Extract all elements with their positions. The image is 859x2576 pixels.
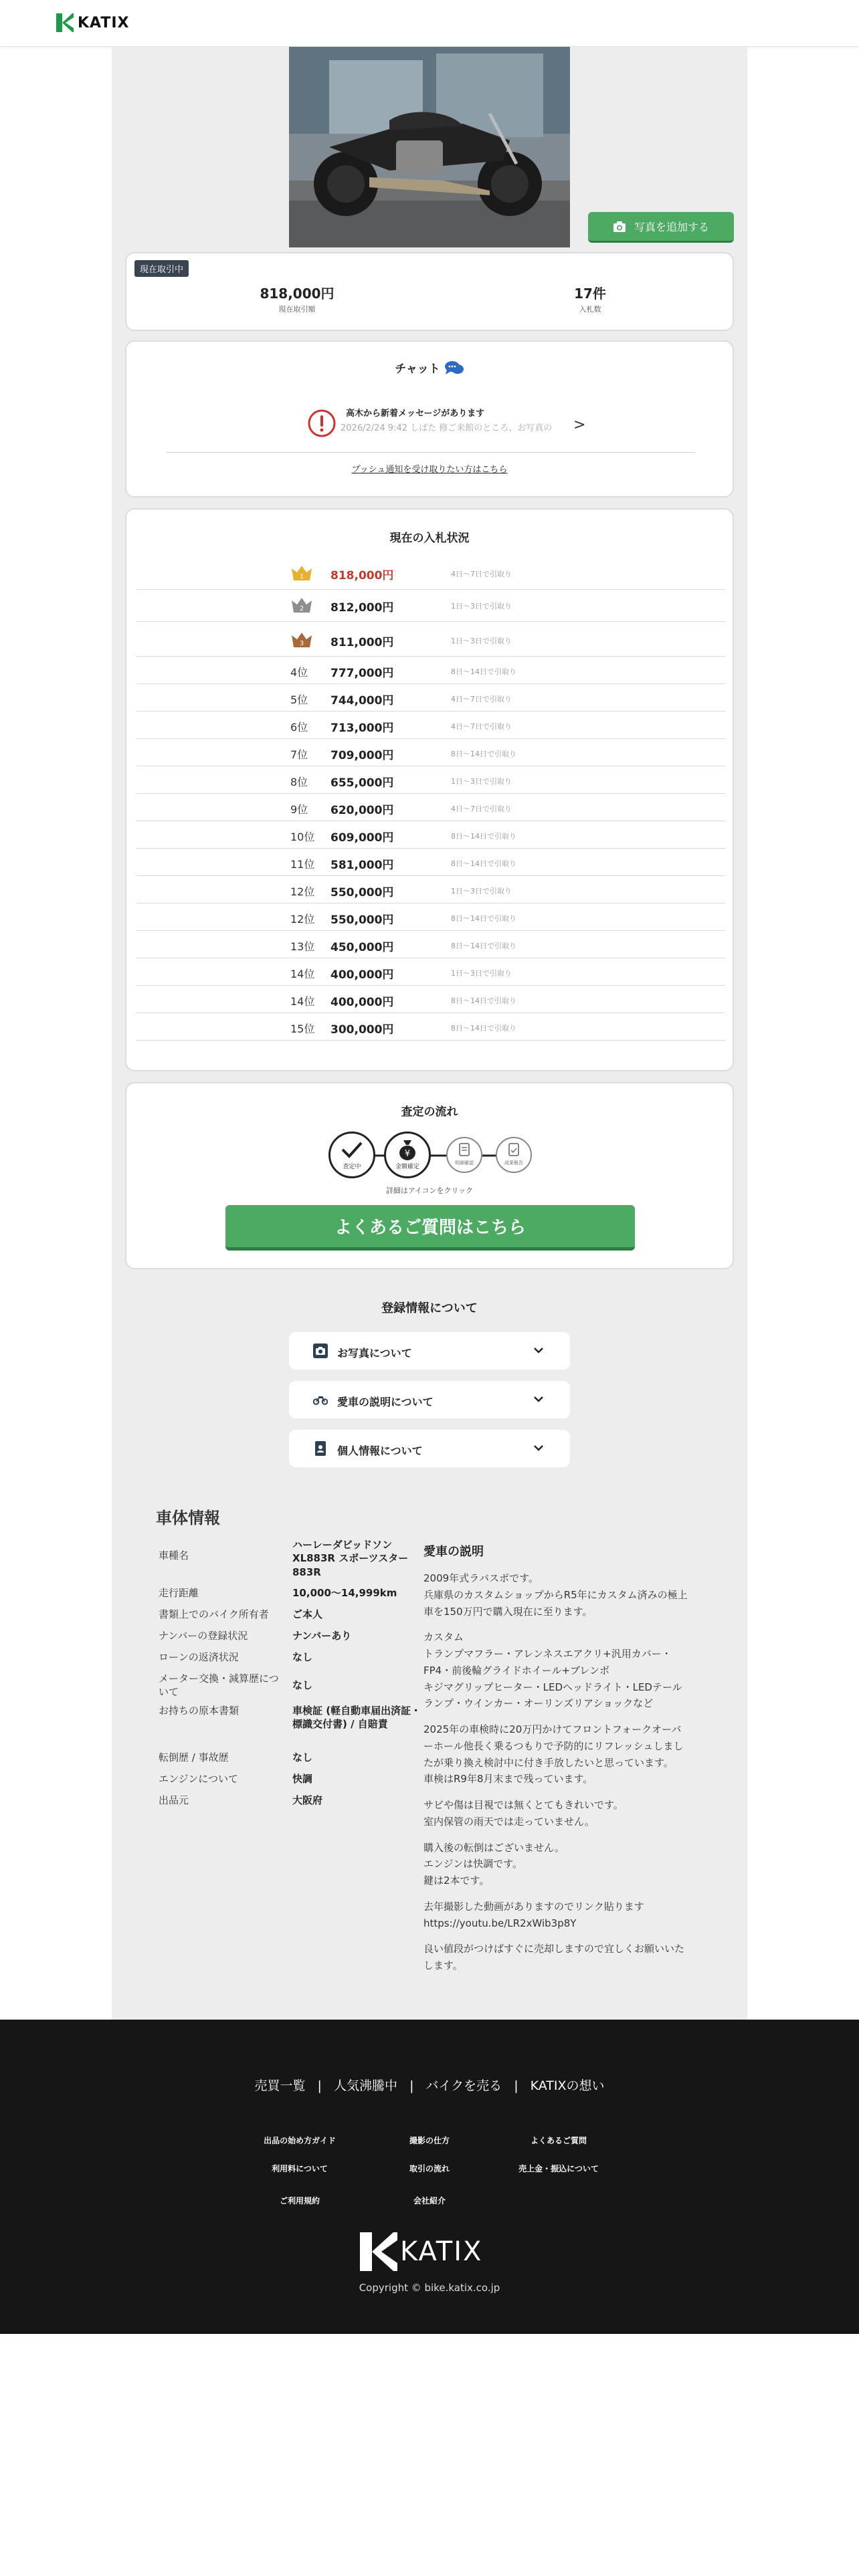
bid-pickup-timing: 4日〜7日で引取り — [451, 804, 512, 813]
chat-message[interactable] — [307, 405, 588, 445]
svg-text:3: 3 — [299, 640, 304, 647]
bid-row — [136, 766, 725, 794]
flow-step-price-fixed[interactable] — [384, 1132, 431, 1178]
bid-pickup-timing: 1日〜3日で引取り — [451, 637, 512, 645]
faq-button[interactable]: よくあるご質問はこちら — [225, 1205, 635, 1251]
bid-count-value: 17件 — [574, 286, 606, 302]
bid-rank: 11位 — [290, 858, 315, 871]
description-paragraph: サビや傷は目視では無くとてもきれいです。 室内保管の雨天では走っていません。 — [423, 1799, 624, 1828]
bid-pickup-timing: 1日〜3日で引取り — [451, 969, 512, 978]
logo-text: KATIX — [78, 14, 130, 31]
chevron-right-icon: > — [573, 417, 586, 433]
current-price-label: 現在取引額 — [278, 305, 316, 314]
description-title: 愛車の説明 — [423, 1545, 484, 1559]
crown-icon — [290, 564, 313, 582]
svg-text:1: 1 — [299, 573, 304, 580]
bid-pickup-timing: 1日〜3日で引取り — [451, 887, 512, 895]
bid-row — [136, 849, 725, 876]
bid-price: 818,000円 — [330, 569, 394, 582]
katix-logo[interactable] — [56, 13, 130, 32]
spec-label: 走行距離 — [159, 1587, 199, 1599]
registration-title: 登録情報について — [381, 1301, 478, 1315]
bid-pickup-timing: 4日〜7日で引取り — [451, 695, 512, 704]
footer-link-company[interactable]: 会社紹介 — [413, 2196, 446, 2206]
chat-bubble-icon — [444, 360, 464, 376]
bid-price: 777,000円 — [330, 667, 394, 680]
chat-title — [126, 359, 733, 376]
accordion-label: お写真について — [337, 1347, 412, 1360]
footer-link-terms[interactable]: ご利用規約 — [279, 2196, 320, 2206]
crown-icon — [290, 631, 313, 649]
accordion-label: 愛車の説明について — [337, 1396, 434, 1408]
footer-nav-market[interactable]: 売買一覧 — [254, 2078, 306, 2093]
bid-row — [136, 1013, 725, 1041]
bid-price: 812,000円 — [330, 601, 394, 615]
spec-label: 出品元 — [159, 1794, 189, 1806]
bid-pickup-timing: 8日〜14日で引取り — [451, 832, 516, 841]
bid-row — [136, 794, 725, 821]
flow-step-label: 明細確認 — [455, 1160, 474, 1166]
current-price-stat — [230, 283, 364, 314]
bid-row — [136, 986, 725, 1013]
bid-price: 655,000円 — [330, 776, 394, 790]
document-icon — [457, 1142, 472, 1157]
bid-count-label: 入札数 — [579, 305, 601, 314]
flow-step-label: 査定中 — [343, 1164, 361, 1170]
bid-rank: 4位 — [290, 666, 308, 679]
spec-value: ナンバーあり — [292, 1630, 352, 1642]
bid-price: 400,000円 — [330, 968, 394, 982]
bid-count-stat — [523, 283, 657, 314]
flow-hint: 詳細はアイコンをクリック — [385, 1186, 474, 1195]
spec-value: 車検証 (軽自動車届出済証・標識交付書) / 自賠責 — [292, 1705, 421, 1731]
footer-link-photo-guide[interactable]: 撮影の仕方 — [409, 2136, 450, 2145]
current-price-value: 818,000円 — [260, 286, 335, 302]
bid-row — [136, 958, 725, 986]
chat-title-text: チャット — [395, 362, 440, 376]
alert-icon — [307, 409, 337, 438]
spec-value: 10,000〜14,999km — [292, 1587, 397, 1599]
motorcycle-photo[interactable] — [289, 47, 570, 247]
chevron-down-icon — [531, 1343, 546, 1358]
spec-label: 車種名 — [159, 1549, 189, 1562]
footer-link-fees[interactable]: 利用料について — [272, 2164, 328, 2173]
bid-pickup-timing: 4日〜7日で引取り — [451, 722, 512, 731]
svg-text:2: 2 — [299, 605, 304, 613]
message-preview: 2026/2/24 9:42 しばた 修ご来館のところ、お写真の — [341, 423, 553, 433]
spec-value: ハーレーダビッドソン XL883R スポーツスター 883R — [292, 1539, 409, 1578]
bike-description — [423, 1570, 691, 1983]
appraisal-flow-card — [125, 1082, 734, 1269]
bid-row — [136, 588, 725, 622]
bid-pickup-timing: 8日〜14日で引取り — [451, 942, 516, 950]
footer-link-trade-flow[interactable]: 取引の流れ — [409, 2164, 450, 2173]
footer-logo[interactable] — [360, 2232, 500, 2271]
footer-link-payout[interactable]: 売上金・振込について — [518, 2164, 599, 2173]
report-icon — [506, 1142, 521, 1157]
footer-nav-about[interactable]: KATIXの想い — [530, 2078, 605, 2093]
chevron-down-icon — [531, 1440, 546, 1455]
footer-nav-separator: | — [514, 2078, 518, 2093]
bid-price: 713,000円 — [330, 722, 394, 735]
chat-card — [125, 340, 734, 498]
bid-rank: 5位 — [290, 693, 308, 706]
bids-title: 現在の入札状況 — [389, 532, 470, 545]
bid-price: 609,000円 — [330, 831, 394, 845]
footer-nav — [0, 2076, 859, 2094]
spec-label: ローンの返済状況 — [159, 1651, 239, 1663]
katix-logo-icon — [56, 13, 74, 32]
spec-label: メーター交換・減算歴について — [159, 1673, 279, 1699]
bid-rank: 13位 — [290, 940, 315, 953]
bid-price: 620,000円 — [330, 804, 394, 817]
bid-pickup-timing: 1日〜3日で引取り — [451, 777, 512, 786]
main-content — [112, 47, 747, 2020]
bid-rank: 6位 — [290, 721, 308, 734]
bid-pickup-timing: 8日〜14日で引取り — [451, 750, 516, 758]
flow-step-report[interactable] — [496, 1137, 532, 1173]
svg-text:¥: ¥ — [404, 1149, 411, 1159]
bid-price: 744,000円 — [330, 694, 394, 708]
bid-pickup-timing: 8日〜14日で引取り — [451, 859, 516, 868]
spec-value: 大阪府 — [292, 1794, 323, 1806]
spec-label: 転倒歴 / 事故歴 — [159, 1751, 229, 1763]
bid-row — [136, 931, 725, 958]
top-bar — [0, 0, 859, 47]
spec-label: ナンバーの登録状況 — [159, 1630, 248, 1642]
spec-value: なし — [292, 1751, 313, 1763]
copyright: Copyright © bike.katix.co.jp — [359, 2282, 500, 2294]
bid-row — [136, 657, 725, 684]
bid-rank: 9位 — [290, 803, 308, 816]
bid-pickup-timing: 8日〜14日で引取り — [451, 1024, 516, 1033]
spec-value: なし — [292, 1651, 313, 1663]
flow-title: 査定の流れ — [401, 1105, 458, 1119]
spec-value: ご本人 — [292, 1608, 323, 1620]
footer-nav-separator: | — [409, 2078, 414, 2093]
id-card-icon — [313, 1441, 328, 1456]
description-paragraph: 購入後の転倒はございません。 エンジンは快調です。 鍵は2本です。 — [423, 1841, 565, 1887]
bid-pickup-timing: 8日〜14日で引取り — [451, 914, 516, 923]
bid-pickup-timing: 8日〜14日で引取り — [451, 996, 516, 1005]
flow-step-appraising[interactable] — [328, 1132, 375, 1178]
bid-row — [136, 712, 725, 739]
camera-icon — [313, 1344, 328, 1358]
add-photo-button[interactable] — [588, 212, 734, 243]
bid-price: 450,000円 — [330, 941, 394, 954]
bid-row — [136, 556, 725, 590]
bid-price: 300,000円 — [330, 1023, 394, 1037]
accordion-bike-description[interactable] — [289, 1381, 570, 1418]
flow-step-label: 成果報告 — [504, 1160, 523, 1166]
katix-logo-icon — [360, 2232, 397, 2271]
description-paragraph: 去年撮影した動画がありますのでリンク貼ります https://youtu.be/LR2xWib3p8Y — [423, 1900, 644, 1929]
money-bag-icon — [397, 1139, 417, 1160]
accordion-label: 個人情報について — [337, 1444, 423, 1457]
bid-price: 550,000円 — [330, 914, 394, 927]
bid-pickup-timing: 8日〜14日で引取り — [451, 667, 516, 676]
flow-step-label: 金額確定 — [395, 1164, 419, 1170]
divider — [167, 452, 695, 453]
footer-link-listing-guide[interactable]: 出品の始め方ガイド — [264, 2136, 336, 2145]
bid-rank: 14位 — [290, 968, 315, 980]
chevron-down-icon — [531, 1392, 546, 1406]
bid-rank: 12位 — [290, 885, 315, 898]
status-badge: 現在取引中 — [134, 260, 189, 277]
bid-price: 550,000円 — [330, 886, 394, 899]
vehicle-info-title: 車体情報 — [156, 1509, 220, 1527]
footer-link-faq[interactable]: よくあるご質問 — [530, 2136, 587, 2145]
bid-price: 811,000円 — [330, 636, 394, 649]
crown-icon — [290, 597, 313, 614]
footer — [0, 2020, 859, 2334]
message-title: 高木から新着メッセージがあります — [346, 409, 485, 419]
spec-label: 書類上でのバイク所有者 — [159, 1608, 269, 1620]
spec-value: なし — [292, 1679, 313, 1691]
footer-nav-sell[interactable]: バイクを売る — [425, 2078, 502, 2093]
spec-value: 快調 — [292, 1773, 313, 1785]
bid-price: 709,000円 — [330, 749, 394, 762]
bid-pickup-timing: 4日〜7日で引取り — [451, 570, 512, 578]
description-paragraph: 2025年の車検時に20万円かけてフロントフォークオーバーホール他長く乗るつもりで予防的にリフレッシュしましたが乗り換え検討中に付き手放したいと思っています。 車検はR9年8月末まで残っています。 — [423, 1723, 684, 1786]
footer-nav-separator: | — [317, 2078, 322, 2093]
bid-row — [136, 903, 725, 931]
camera-icon — [613, 221, 626, 233]
motorcycle-image — [289, 47, 570, 247]
footer-logo-text: KATIX — [400, 2236, 483, 2267]
bid-row — [136, 821, 725, 849]
bid-price: 400,000円 — [330, 996, 394, 1009]
flow-step-details[interactable] — [446, 1137, 482, 1173]
bid-row — [136, 684, 725, 712]
description-paragraph: カスタム トランプマフラー・アレンネスエアクリ+汎用カバー・FP4・前後輪グライドホイール+ブレンボ キジマグリップヒーター・LEDヘッドライト・LEDテールランプ・ウインカー・オーリンズリアショックなど — [423, 1631, 682, 1710]
bid-row — [136, 876, 725, 903]
bid-rank: 14位 — [290, 995, 315, 1008]
bid-pickup-timing: 1日〜3日で引取り — [451, 602, 512, 611]
add-photo-label: 写真を追加する — [634, 221, 709, 233]
motorcycle-icon — [313, 1392, 328, 1407]
bid-rank: 7位 — [290, 748, 308, 761]
bid-price: 581,000円 — [330, 859, 394, 872]
bid-row — [136, 623, 725, 657]
bid-rank: 10位 — [290, 831, 315, 843]
bid-row — [136, 739, 725, 766]
description-paragraph: 良い値段がつけばすぐに売却しますので宜しくお願いいたします。 — [423, 1943, 685, 1971]
accordion-personal-info[interactable] — [289, 1430, 570, 1467]
footer-nav-popular[interactable]: 人気沸騰中 — [334, 2078, 398, 2093]
spec-label: お持ちの原本書類 — [159, 1705, 240, 1717]
spec-label: エンジンについて — [159, 1773, 238, 1785]
bid-rank: 15位 — [290, 1023, 315, 1035]
bid-status-card — [125, 508, 734, 1071]
accordion-photos[interactable] — [289, 1332, 570, 1370]
check-icon — [339, 1140, 365, 1160]
description-paragraph: 2009年式ラバスポです。 兵庫県のカスタムショップからR5年にカスタム済みの極上車を150万円で購入現在に至ります。 — [423, 1572, 688, 1618]
bid-rank: 12位 — [290, 913, 315, 926]
bid-rank: 8位 — [290, 776, 308, 788]
push-notification-link[interactable]: プッシュ通知を受け取りたい方はこちら — [351, 465, 508, 475]
deal-status-card — [125, 252, 734, 331]
